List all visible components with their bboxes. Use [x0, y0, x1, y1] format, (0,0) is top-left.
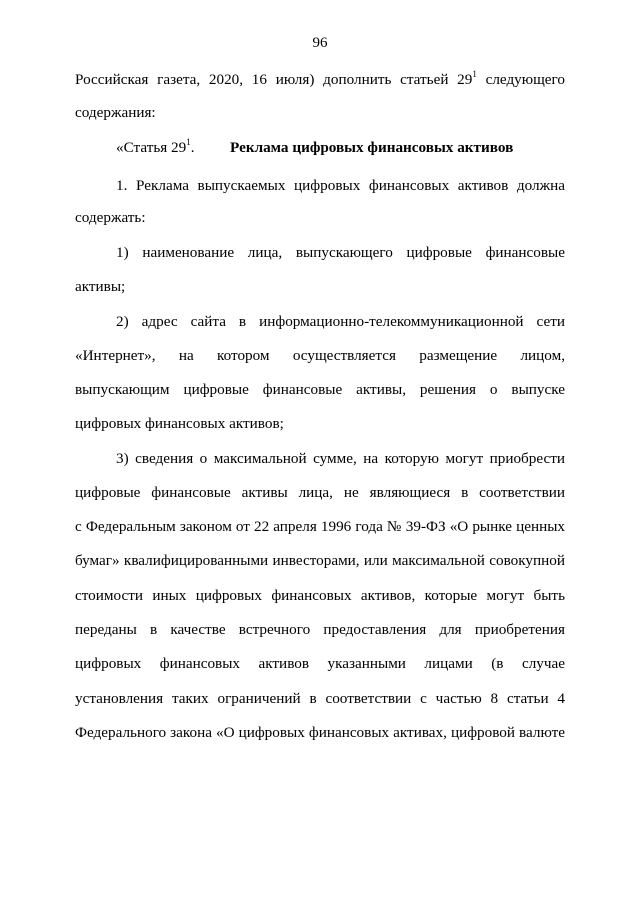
- text-line: с Федеральным законом от 22 апреля 1996 года № 39-ФЗ «О рынке ценных: [75, 518, 565, 535]
- article-number: «Статья $29^1$.: [116, 137, 195, 156]
- page-number: 96: [312, 35, 328, 51]
- text-line: содержать:: [75, 209, 146, 226]
- text-line: стоимости иных цифровых финансовых активов, которые могут быть: [75, 587, 565, 604]
- text-line: 3) сведения о максимальной сумме, на которую могут приобрести: [116, 450, 565, 467]
- text-line: Российская газета, 2020, 16 июля) дополнить статьей $29^1$ следующего: [75, 69, 565, 88]
- text-line: 2) адрес сайта в информационно-телекоммуникационной сети: [116, 313, 565, 330]
- article-title: Реклама цифровых финансовых активов: [230, 139, 514, 156]
- text-line: «Интернет», на котором осуществляется размещение лицом,: [75, 347, 565, 364]
- article-heading: [116, 137, 514, 158]
- text-line: активы;: [75, 278, 126, 295]
- text-line: выпускающим цифровые финансовые активы, решения о выпуске: [75, 381, 565, 398]
- text-line: Федерального закона «О цифровых финансовых активах, цифровой валюте: [75, 724, 565, 741]
- text-line: 1. Реклама выпускаемых цифровых финансовых активов должна: [116, 177, 565, 194]
- text-line: переданы в качестве встречного предоставления для приобретения: [75, 621, 565, 638]
- text-line: установления таких ограничений в соответствии с частью 8 статьи 4: [75, 690, 565, 707]
- text-line: содержания:: [75, 104, 156, 121]
- text-line: бумаг» квалифицированными инвесторами, или максимальной совокупной: [75, 552, 565, 569]
- text-line: цифровые финансовые активы лица, не являющиеся в соответствии: [75, 484, 565, 501]
- text-line: 1) наименование лица, выпускающего цифровые финансовые: [116, 244, 565, 261]
- text-line: цифровых финансовых активов указанными лицами (в случае: [75, 655, 565, 672]
- text-line: цифровых финансовых активов;: [75, 415, 284, 432]
